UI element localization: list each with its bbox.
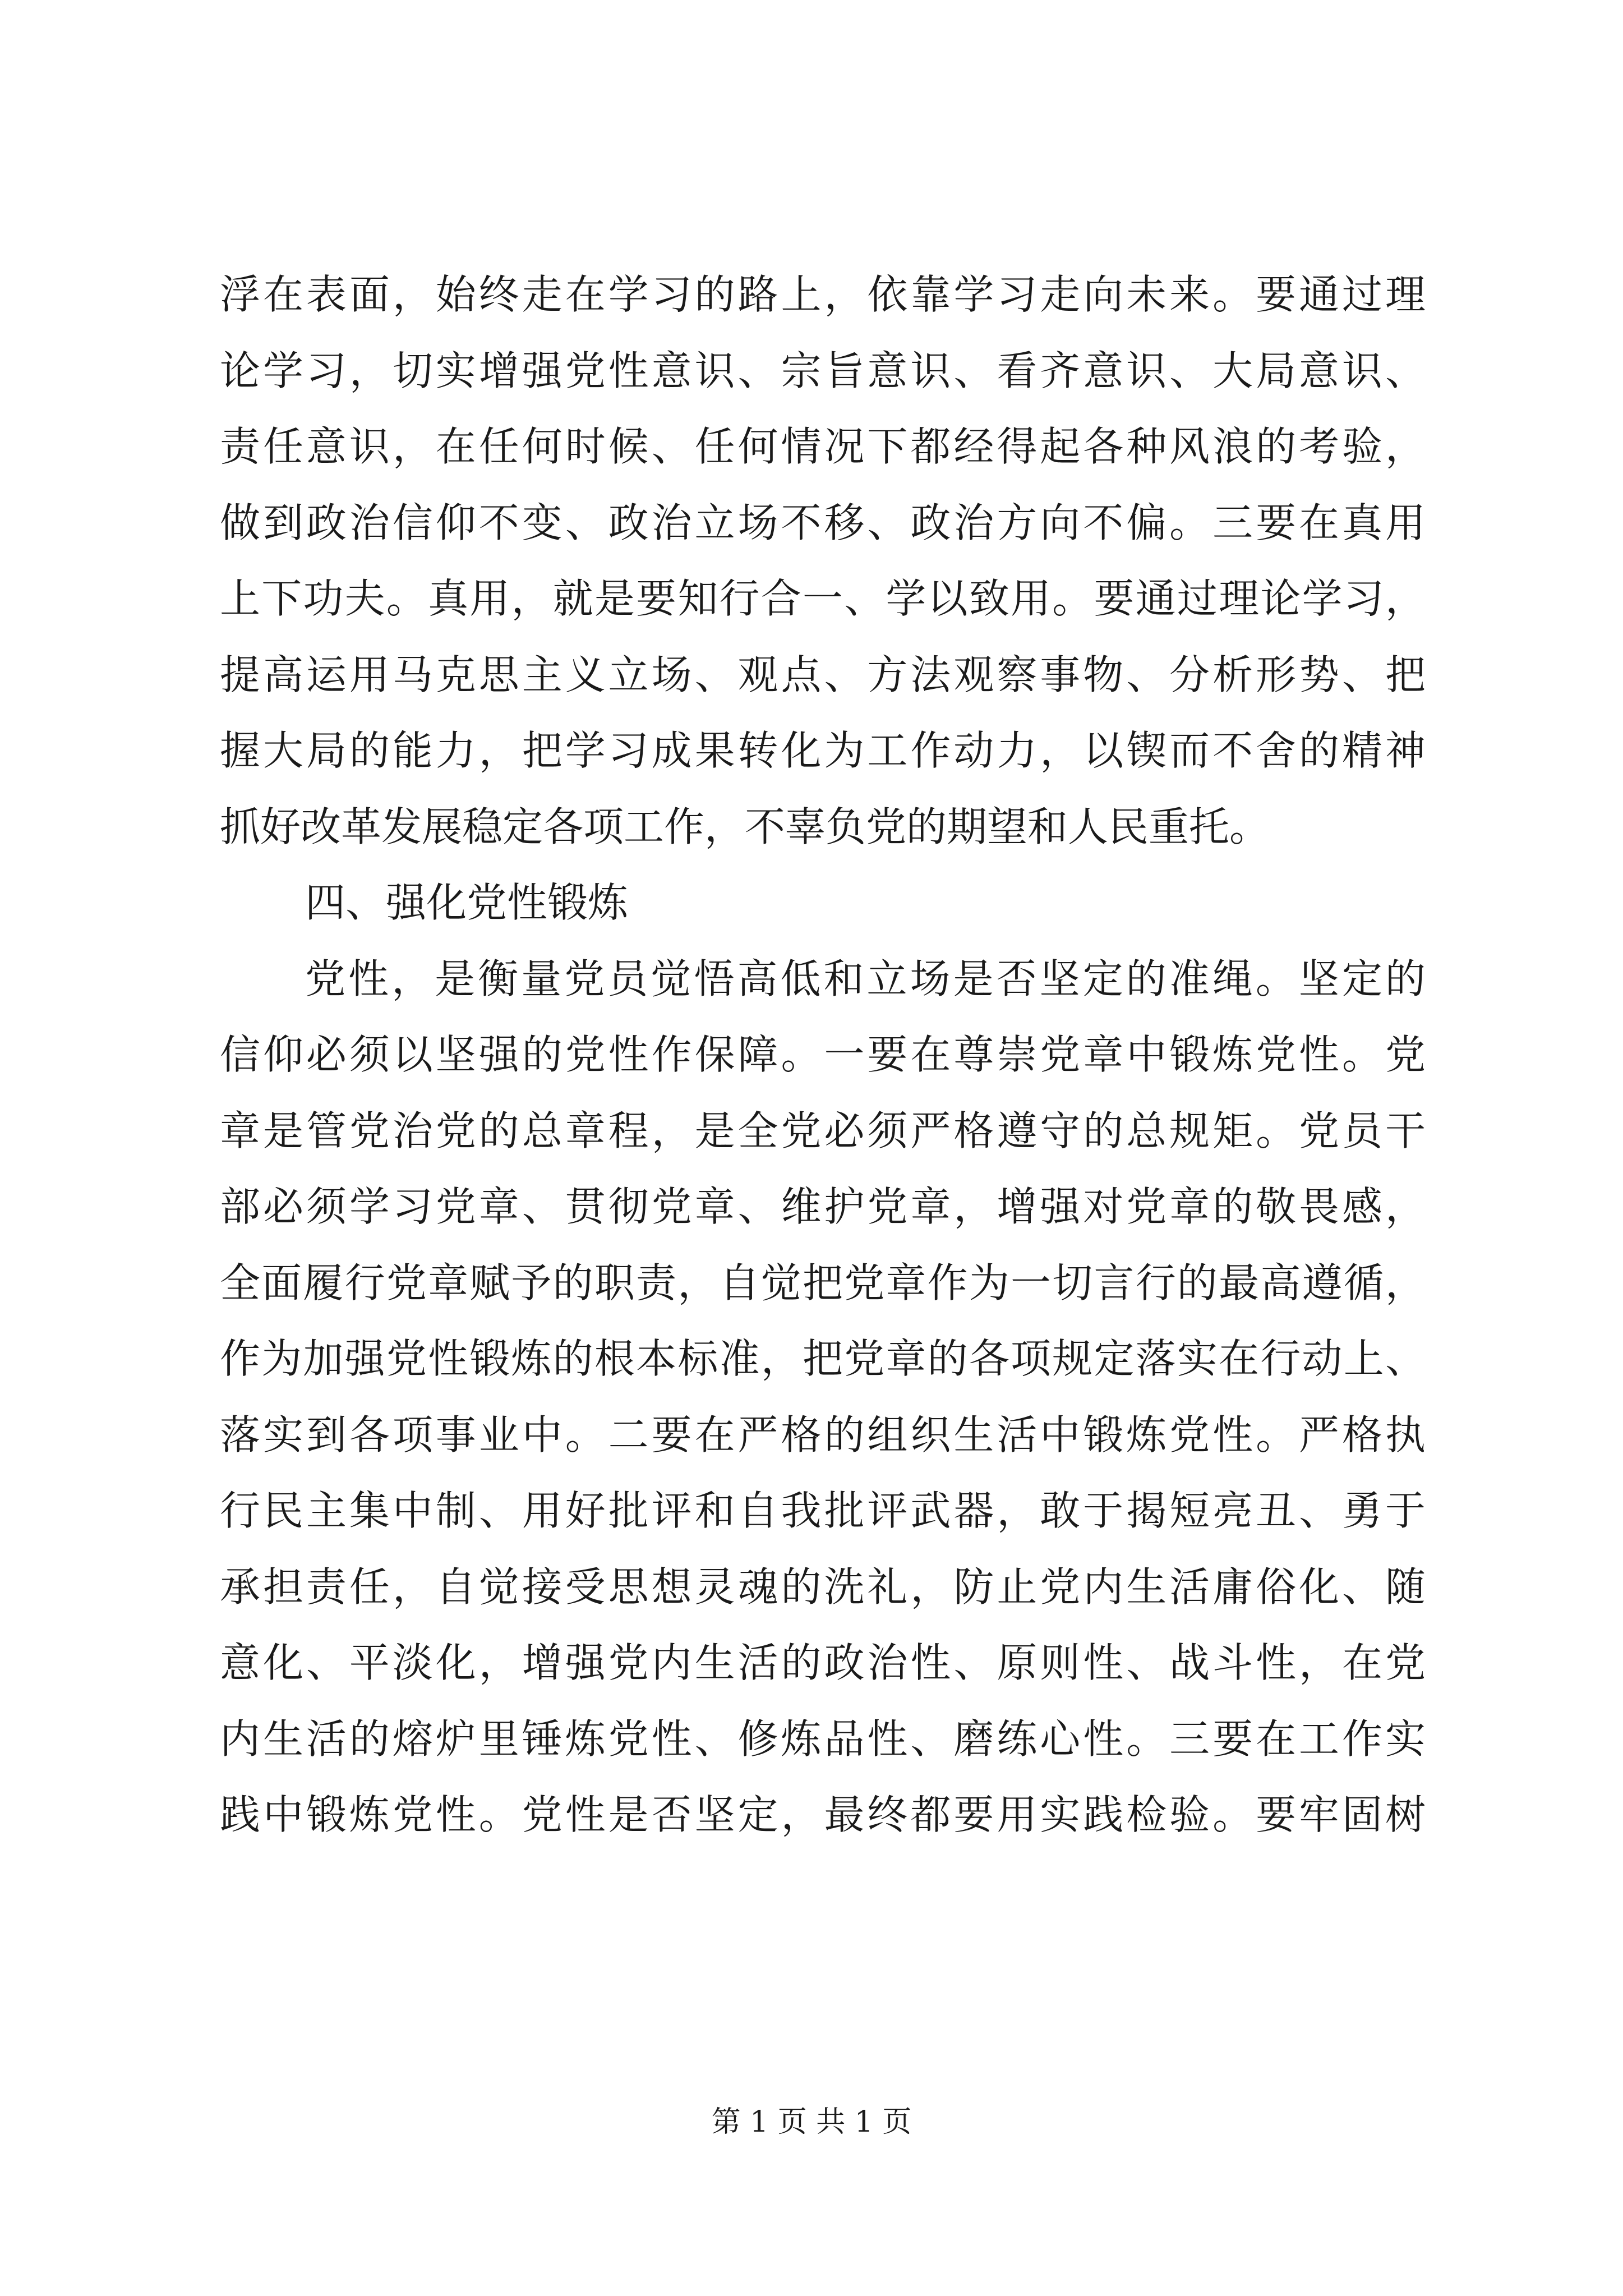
- section-heading: 四、强化党性锻炼: [305, 879, 629, 926]
- text-line: 承担责任，自觉接受思想灵魂的洗礼，防止党内生活庸俗化、随: [220, 1563, 1426, 1611]
- text-line: 落实到各项事业中。二要在严格的组织生活中锻炼党性。严格执: [220, 1411, 1426, 1458]
- text-line: 论学习，切实增强党性意识、宗旨意识、看齐意识、大局意识、: [220, 347, 1426, 394]
- text-line: 内生活的熔炉里锤炼党性、修炼品性、磨练心性。三要在工作实: [220, 1715, 1426, 1763]
- page-number-footer: 第 1 页 共 1 页: [711, 2105, 912, 2139]
- text-line: 党性，是衡量党员觉悟高低和立场是否坚定的准绳。坚定的: [305, 955, 1426, 1002]
- text-line: 章是管党治党的总章程，是全党必须严格遵守的总规矩。党员干: [220, 1107, 1426, 1154]
- text-line: 作为加强党性锻炼的根本标准，把党章的各项规定落实在行动上、: [220, 1335, 1426, 1382]
- text-line: 提高运用马克思主义立场、观点、方法观察事物、分析形势、把: [220, 651, 1426, 698]
- text-line: 责任意识，在任何时候、任何情况下都经得起各种风浪的考验，: [220, 423, 1426, 470]
- text-line: 践中锻炼党性。党性是否坚定，最终都要用实践检验。要牢固树: [220, 1791, 1426, 1838]
- text-line: 信仰必须以坚强的党性作保障。一要在尊崇党章中锻炼党性。党: [220, 1031, 1426, 1078]
- text-line: 做到政治信仰不变、政治立场不移、政治方向不偏。三要在真用: [220, 499, 1426, 546]
- text-line: 行民主集中制、用好批评和自我批评武器，敢于揭短亮丑、勇于: [220, 1487, 1426, 1534]
- text-line: 浮在表面，始终走在学习的路上，依靠学习走向未来。要通过理: [220, 271, 1426, 318]
- text-line: 全面履行党章赋予的职责，自觉把党章作为一切言行的最高遵循，: [220, 1259, 1426, 1306]
- text-line: 意化、平淡化，增强党内生活的政治性、原则性、战斗性，在党: [220, 1639, 1426, 1686]
- text-line: 上下功夫。真用，就是要知行合一、学以致用。要通过理论学习，: [220, 575, 1426, 622]
- text-line: 抓好改革发展稳定各项工作，不辜负党的期望和人民重托。: [220, 803, 1270, 850]
- body-text: [220, 257, 1426, 1853]
- text-line: 部必须学习党章、贯彻党章、维护党章，增强对党章的敬畏感，: [220, 1183, 1426, 1230]
- text-line: 握大局的能力，把学习成果转化为工作动力，以锲而不舍的精神: [220, 727, 1426, 774]
